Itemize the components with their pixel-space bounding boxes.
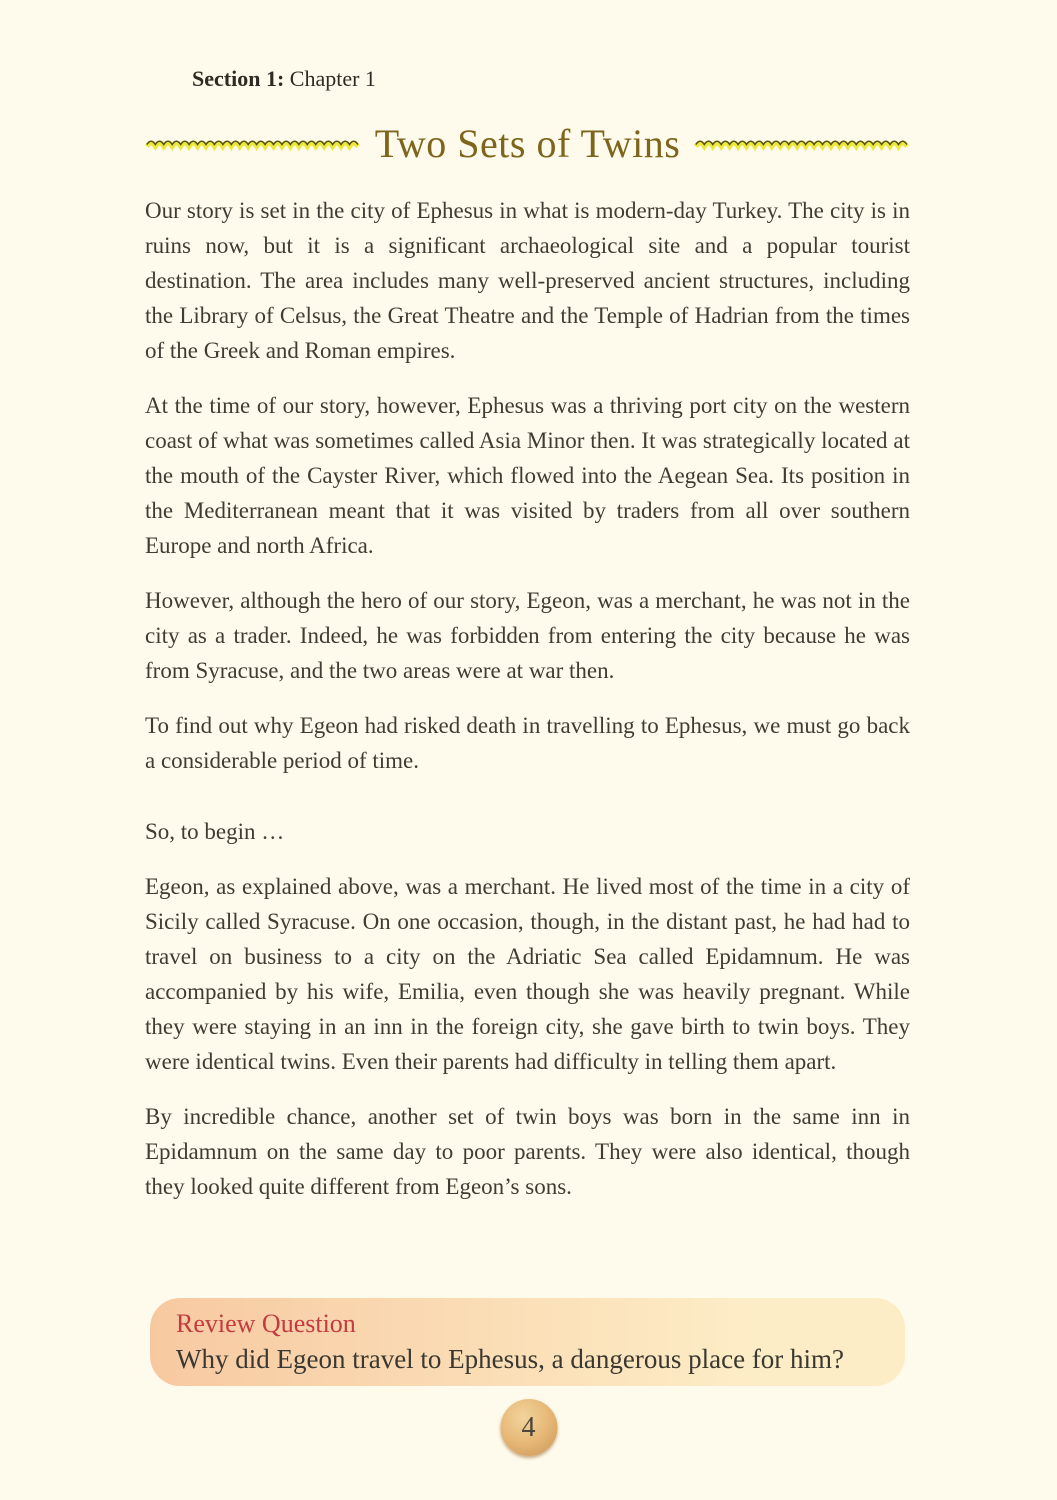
chapter-title: Two Sets of Twins [374, 121, 681, 166]
wave-divider-left-icon [145, 137, 361, 152]
review-question-box [150, 1298, 905, 1386]
story-paragraph: Egeon, as explained above, was a merchant. He lived most of the time in a city of Sicily called Syracuse. On one occasion, though, in the distant past, he had had to travel on business to a city on the Adriatic Sea called Epidamnum. He was accompanied by his wife, Emilia, even though she was heavily pregnant. While they were staying in an inn in the foreign city, she gave birth to twin boys. They were identical twins. Even their parents had difficulty in telling them apart. [145, 874, 910, 1074]
chapter-title-row [145, 119, 910, 169]
review-question-text: Why did Egeon travel to Ephesus, a dangerous place for him? [176, 1344, 845, 1374]
page-number-badge [500, 1399, 557, 1456]
review-question-label: Review Question [176, 1309, 356, 1338]
story-paragraph: By incredible chance, another set of twin boys was born in the same inn in Epidamnum on the same day to poor parents. They were also identical, though they looked quite different from Egeon’s sons. [145, 1104, 910, 1199]
section-label: Section 1: [192, 66, 285, 91]
story-lead-in: So, to begin … [145, 819, 285, 844]
story-paragraph: To find out why Egeon had risked death in travelling to Ephesus, we must go back a considerable period of time. [145, 713, 910, 773]
story-text [145, 193, 910, 1204]
story-paragraph: Our story is set in the city of Ephesus in what is modern-day Turkey. The city is in ruins now, but it is a significant archaeological site and a popular tourist destination. The area includes many well-preserved ancient structures, including the Library of Celsus, the Great Theatre and the Temple of Hadrian from the times of the Greek and Roman empires. [145, 198, 910, 363]
page-number: 4 [521, 1411, 536, 1443]
story-paragraph: However, although the hero of our story, Egeon, was a merchant, he was not in the city as a trader. Indeed, he was forbidden from entering the city because he was from Syracuse, and the two areas were at war then. [145, 588, 910, 683]
chapter-label: Chapter 1 [289, 66, 376, 91]
wave-divider-right-icon [694, 137, 910, 152]
story-paragraph: At the time of our story, however, Ephesus was a thriving port city on the western coast of what was sometimes called Asia Minor then. It was strategically located at the mouth of the Cayster River, which flowed into the Aegean Sea. Its position in the Mediterranean meant that it was visited by traders from all over southern Europe and north Africa. [145, 393, 910, 558]
chapter-header [145, 65, 910, 93]
